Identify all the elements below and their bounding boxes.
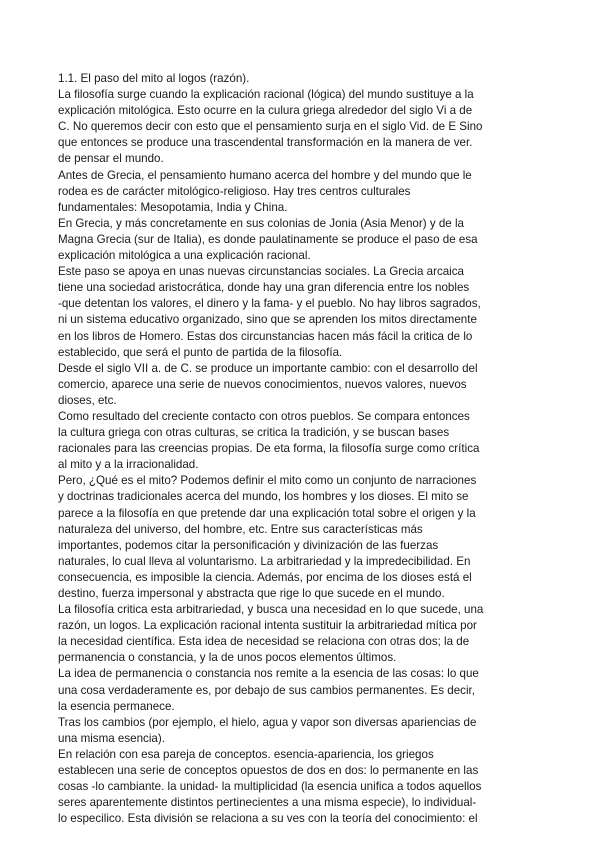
text-line: rodea es de carácter mitológico-religioso. Hay tres centros culturales [58,184,411,198]
text-line: La filosofía surge cuando la explicación racional (lógica) del mundo sustituye a la [58,88,474,102]
section-heading: 1.1. El paso del mito al logos (razón). [58,72,250,85]
text-line: destino, fuerza impersonal y abstracta que rige lo que sucede en el mundo. [58,587,445,600]
text-line: seres aparentemente distintos pertinecientes a una misma especie), lo individual- [58,796,477,810]
text-line: al mito y a la irracionalidad. [58,458,199,472]
text-line: parece a la filosofía en que pretende dar una explicación total sobre el origen y la [58,506,476,520]
text-line: consecuencia, es imposible la ciencia. Además, por encima de los dioses está el [58,570,472,584]
text-line: una misma esencia). [58,731,165,745]
text-line: explicación mitológica. Esto ocurre en la culura griega alrededor del siglo Vi a de [58,104,473,118]
text-line: la necesidad científica. Esta idea de necesidad se relaciona con otras dos; la de [58,635,470,649]
text-line: una cosa verdaderamente es, por debajo de sus cambios permanentes. Es decir, [58,683,475,697]
text-line: ni un sistema educativo organizado, sino que se aprenden los mitos directamente [58,313,477,327]
text-line: la esencia permanece. [58,699,175,713]
text-line: permanencia o constancia, y la de unos pocos elementos últimos. [58,651,397,665]
text-line: establecen una serie de conceptos opuestos de dos en dos: lo permanente en las [58,764,479,778]
text-line: Magna Grecia (sur de Italia), es donde paulatinamente se produce el paso de esa [58,232,478,246]
text-line: y doctrinas tradicionales acerca del mundo, los hombres y los dioses. El mito se [58,490,469,504]
text-line: importantes, podemos citar la personificación y divinización de las fuerzas [58,538,439,552]
text-line: Antes de Grecia, el pensamiento humano acerca del hombre y del mundo que le [58,168,472,182]
text-line: La filosofía critica esta arbitrariedad, y busca una necesidad en lo que sucede, una [58,603,484,617]
text-line: fundamentales: Mesopotamia, India y China. [58,200,288,214]
text-line: razón, un logos. La explicación racional intenta sustituir la arbitrariedad mítica por [58,619,477,633]
text-line: cosas -lo cambiante. la unidad- la multiplicidad (la esencia unifica a todos aquellos [58,780,482,794]
text-line: explicación mitológica a una explicación racional. [58,249,311,263]
text-line: En Grecia, y más concretamente en sus colonias de Jonia (Asia Menor) y de la [58,216,464,230]
text-line: en los libros de Homero. Estas dos circunstancias hacen más fácil la critica de lo [58,329,473,343]
text-line: Desde el siglo VII a. de C. se produce un importante cambio: con el desarrollo del [58,361,478,375]
text-line: Pero, ¿Qué es el mito? Podemos definir el mito como un conjunto de narraciones [58,474,477,488]
text-line: establecido, que será el punto de partida de la filosofía. [58,345,343,359]
text-line: Este paso se apoya en unas nuevas circunstancias sociales. La Grecia arcaica [58,265,465,279]
text-line: En relación con esa pareja de conceptos. esencia-apariencia, los griegos [58,747,434,761]
text-line: naturaleza del universo, del hombre, etc. Entre sus características más [58,522,423,536]
text-line: tiene una sociedad aristocrática, donde hay una gran diferencia entre los nobles [58,281,470,295]
text-line: La idea de permanencia o constancia nos remite a la esencia de las cosas: lo que [58,667,479,681]
text-line: Como resultado del creciente contacto con otros pueblos. Se compara entonces [58,409,470,423]
text-line: racionales para las creencias propias. De eta forma, la filosofía surge como crítica [58,442,480,456]
text-line: comercio, aparece una serie de nuevos conocimientos, nuevos valores, nuevos [58,377,467,391]
text-line: que entonces se produce una trascendental transformación en la manera de ver. [58,136,473,150]
text-line: Tras los cambios (por ejemplo, el hielo, agua y vapor son diversas apariencias de [58,715,477,729]
text-line: lo especilico. Esta división se relaciona a su ves con la teoría del conocimiento: el [58,812,478,826]
text-line: la cultura griega con otras culturas, se critica la tradición, y se buscan bases [58,426,450,440]
body-text [58,71,544,827]
text-line: naturales, lo cual lleva al voluntarismo. La arbitrariedad y la impredecibilidad. En [58,554,471,568]
text-line: dioses, etc. [58,393,117,407]
text-line: C. No queremos decir con esto que el pensamiento surja en el siglo Vid. de E Sino [58,120,483,134]
text-line: -que detentan los valores, el dinero y la fama- y el pueblo. No hay libros sagrados, [58,297,481,311]
text-line: de pensar el mundo. [58,152,164,166]
